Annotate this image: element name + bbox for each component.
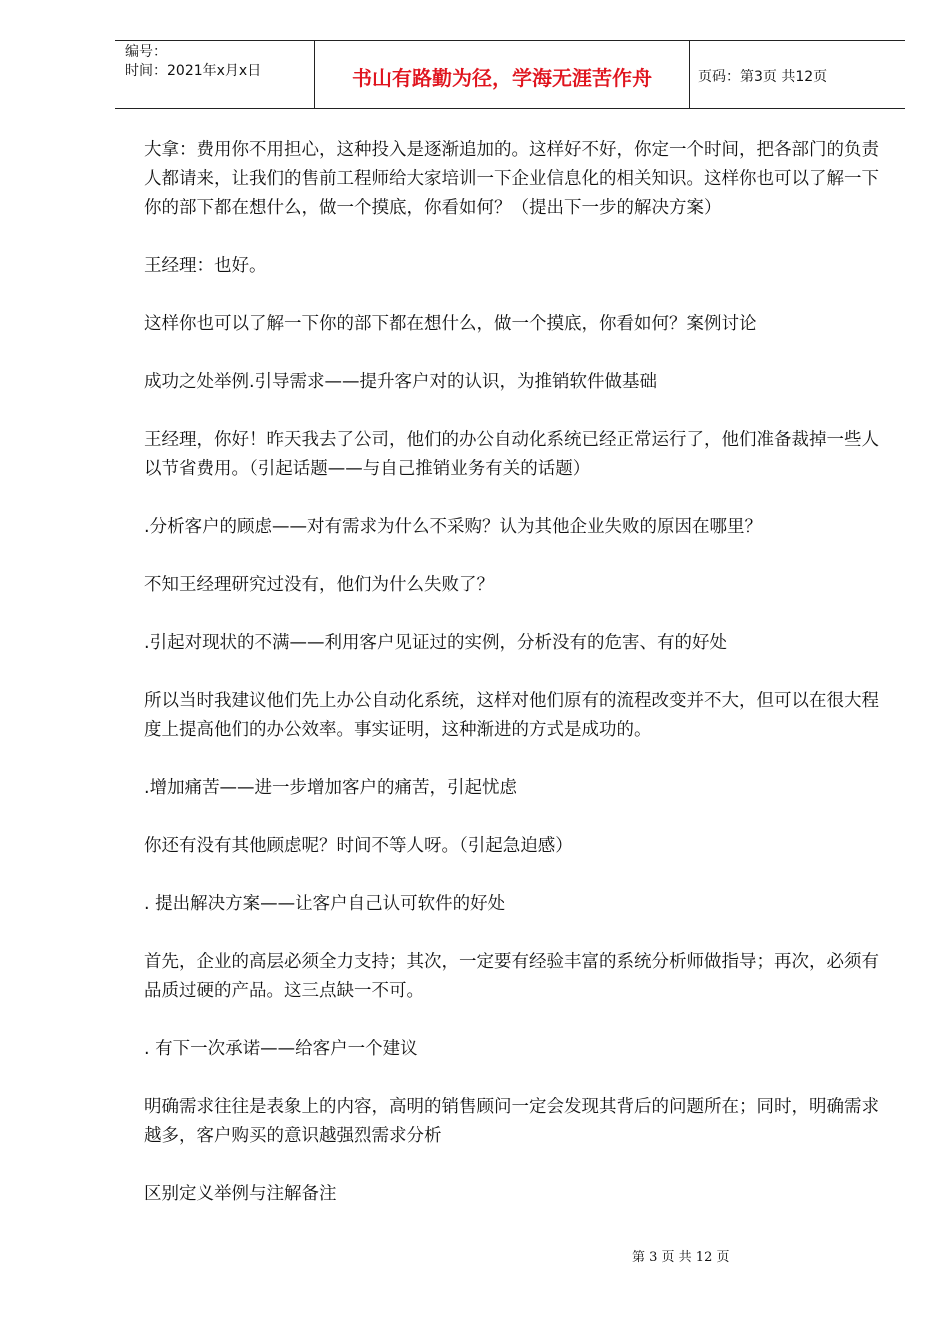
paragraph: 成功之处举例.引导需求——提升客户对的认识，为推销软件做基础 [144,372,658,392]
paragraph: 首先，企业的高层必须全力支持；其次，一定要有经验丰富的系统分析师做指导；再次，必须有品质过硬的产品。这三点缺一不可。 [144,952,879,1001]
paragraph: .分析客户的顾虑——对有需求为什么不采购？认为其他企业失败的原因在哪里？ [144,517,763,537]
paragraph: 大拿：费用你不用担心，这种投入是逐渐追加的。这样好不好，你定一个时间，把各部门的负责人都请来，让我们的售前工程师给大家培训一下企业信息化的相关知识。这样你也可以了解一下你的部下都在想什么，做一个摸底，你看如何？（提出下一步的解决方案） [144,140,879,218]
paragraph: 你还有没有其他顾虑呢？时间不等人呀。（引起急迫感） [144,836,573,856]
paragraph: 区别定义举例与注解备注 [144,1184,337,1204]
paragraph: 这样你也可以了解一下你的部下都在想什么，做一个摸底，你看如何？案例讨论 [144,314,757,334]
document-number-label: 编号： [125,44,167,60]
header-page-label: 页码：第3页 共12页 [698,68,828,85]
paragraph: .引起对现状的不满——利用客户见证过的实例，分析没有的危害、有的好处 [144,633,728,653]
header-motto: 书山有路勤为径，学海无涯苦作舟 [315,41,690,108]
paragraph: 不知王经理研究过没有，他们为什么失败了？ [144,575,494,595]
paragraph: 所以当时我建议他们先上办公自动化系统，这样对他们原有的流程改变并不大，但可以在很大程度上提高他们的办公效率。事实证明，这种渐进的方式是成功的。 [144,691,879,740]
document-body [144,136,884,1238]
document-time-label: 时间：2021年x月x日 [125,63,262,79]
header-meta [115,41,315,108]
page-footer: 第 3 页 共 12 页 [632,1250,730,1265]
paragraph: .增加痛苦——进一步增加客户的痛苦，引起忧虑 [144,778,518,798]
paragraph: 王经理，你好！昨天我去了公司，他们的办公自动化系统已经正常运行了，他们准备裁掉一些人以节省费用。（引起话题——与自己推销业务有关的话题） [144,430,879,479]
paragraph: 明确需求往往是表象上的内容，高明的销售顾问一定会发现其背后的问题所在；同时，明确需求越多，客户购买的意识越强烈需求分析 [144,1097,879,1146]
paragraph: . 提出解决方案——让客户自己认可软件的好处 [144,894,506,914]
paragraph: 王经理：也好。 [144,256,267,276]
paragraph: . 有下一次承诺——给客户一个建议 [144,1039,418,1059]
page-header [115,40,905,109]
